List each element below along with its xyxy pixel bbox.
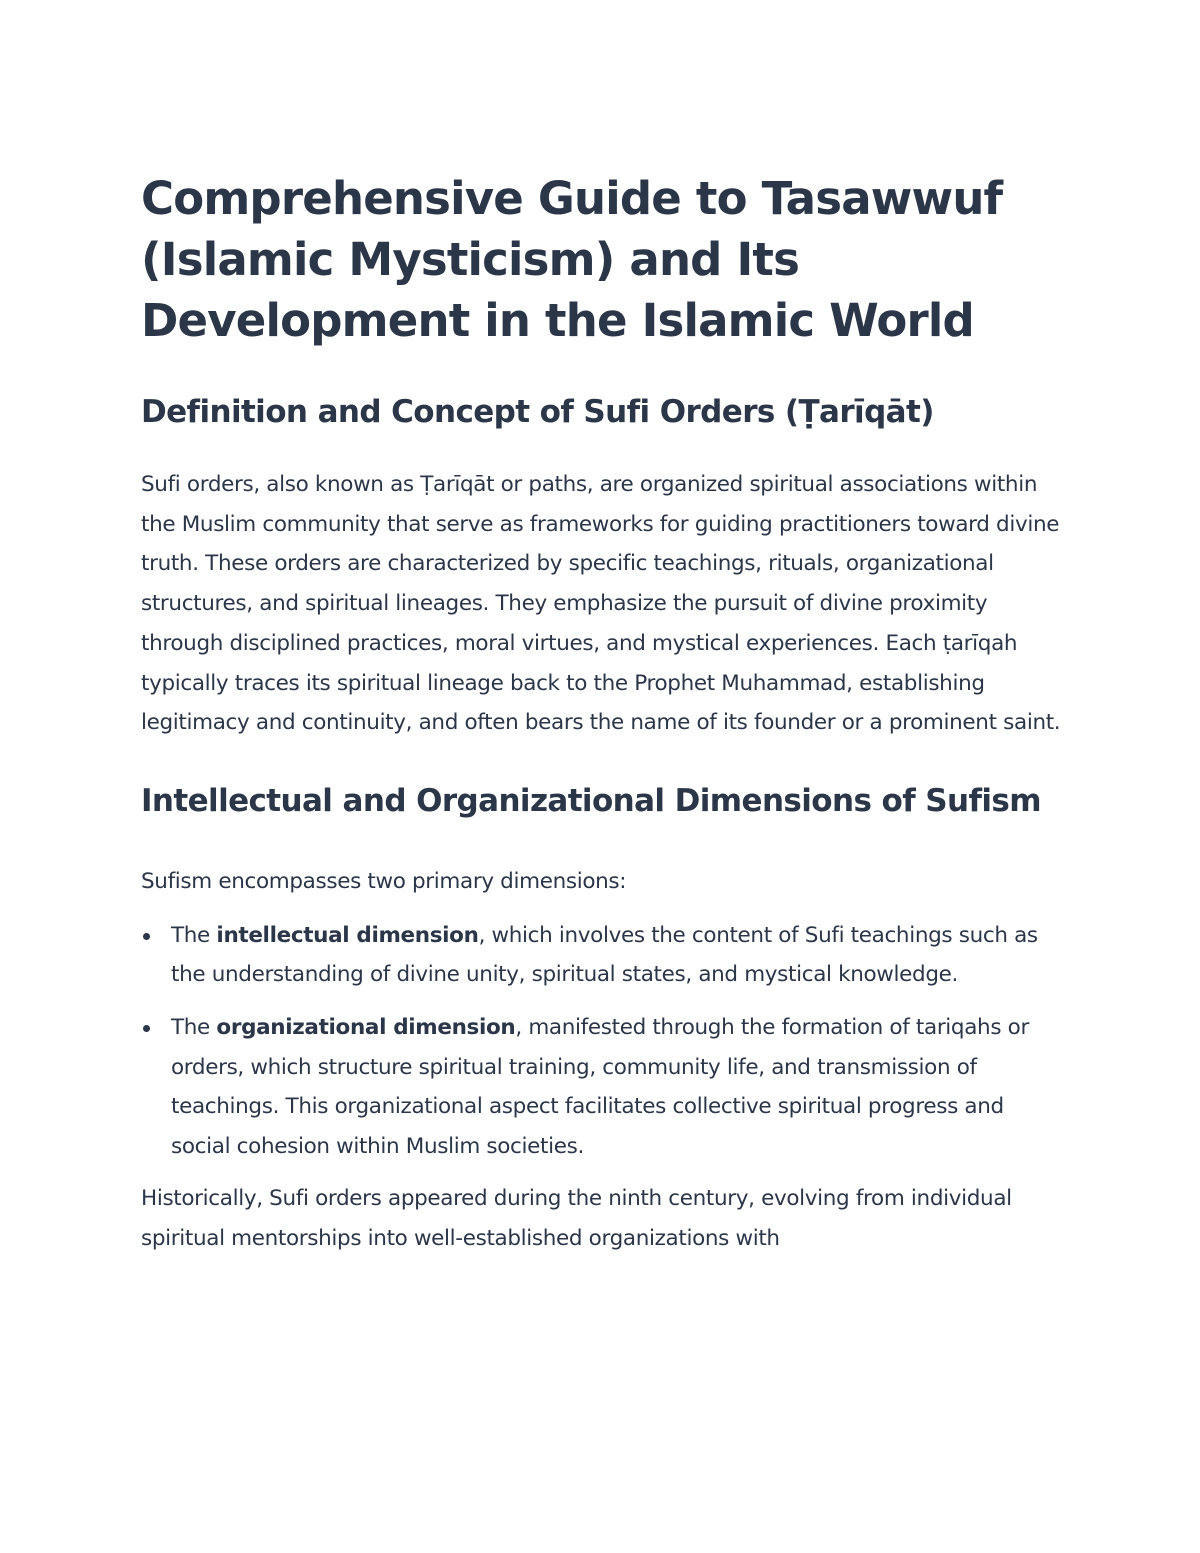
document-title: Comprehensive Guide to Tasawwuf (Islamic Mysticism) and Its Development in the Islamic World [141,172,1003,347]
list-item-text: , manifested through the formation of tariqahs or orders, which structure spiritual training, community life, and transmission of teachings. This organizational aspect facilitates collective spiritual progress and social cohesion within Muslim societies. [171,1015,1029,1160]
list-item [141,1008,1066,1167]
section-heading-dimensions: Intellectual and Organizational Dimensions of Sufism [141,782,1041,819]
dimensions-list [141,916,1066,1167]
list-item-prefix: The [171,1015,217,1041]
document-page [141,168,1066,1258]
list-item-text: , which involves the content of Sufi teachings such as the understanding of divine unity, spiritual states, and mystical knowledge. [171,922,1038,988]
list-item [141,916,1066,995]
list-item-prefix: The [171,922,217,948]
bullet-icon [143,1025,150,1032]
list-item-bold-term: organizational dimension [216,1015,516,1041]
definition-paragraph: Sufi orders, also known as Ṭarīqāt or paths, are organized spiritual associations within the Muslim community that serve as frameworks for guiding practitioners toward divine truth. These orders are characterized by specific teachings, rituals, organizational structures, and spiritual lineages. They emphasize the pursuit of divine proximity through disciplined practices, moral virtues, and mystical experiences. Each ṭarīqah typically traces its spiritual lineage back to the Prophet Muhammad, establishing legitimacy and continuity, and often bears the name of its founder or a prominent saint. [141,472,1061,736]
section-heading-definition: Definition and Concept of Sufi Orders (Ṭarīqāt) [141,394,934,430]
dimensions-intro: Sufism encompasses two primary dimensions: [141,868,627,894]
bullet-icon [143,933,150,940]
list-item-bold-term: intellectual dimension [216,922,479,948]
history-paragraph: Historically, Sufi orders appeared during the ninth century, evolving from individual spiritual mentorships into well-established organizations with [141,1185,1012,1251]
